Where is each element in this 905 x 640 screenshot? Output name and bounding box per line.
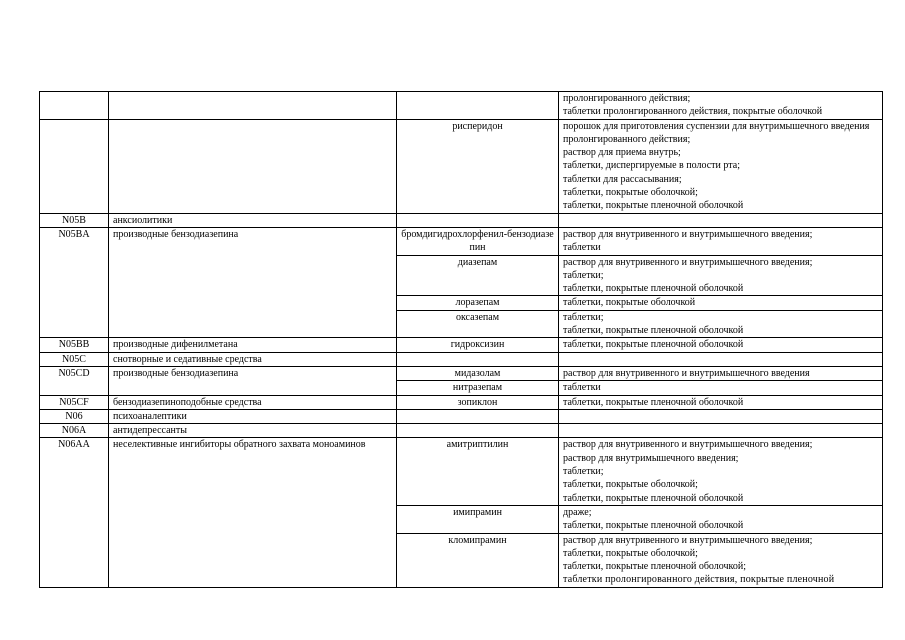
atc-group-cell: анксиолитики <box>109 213 397 227</box>
table-row <box>40 119 883 213</box>
atc-group-cell: антидепрессанты <box>109 424 397 438</box>
dosage-form-line: таблетки, покрытые пленочной оболочкой <box>563 200 744 212</box>
dosage-form-line: раствор для внутривенного и внутримышечного введения; <box>563 228 813 240</box>
dosage-form-line: раствор для внутривенного и внутримышечного введения <box>563 367 810 379</box>
atc-group-cell: производные бензодиазепина <box>109 366 397 395</box>
atc-code-cell: N06AA <box>40 438 109 587</box>
dosage-forms-cell <box>559 310 883 338</box>
atc-group-cell <box>109 92 397 120</box>
dosage-form-line: таблетки, покрытые оболочкой; <box>563 187 698 199</box>
dosage-form-line: порошок для приготовления суспензии для внутримышечного введения пролонгированного действия; <box>563 120 870 145</box>
dosage-forms-cell <box>559 409 883 423</box>
dosage-forms-cell <box>559 213 883 227</box>
dosage-form-line: таблетки; <box>563 269 604 281</box>
atc-code-cell: N05CD <box>40 366 109 395</box>
atc-code-cell: N05CF <box>40 395 109 409</box>
atc-code-cell <box>40 119 109 213</box>
dosage-form-line: таблетки; <box>563 311 604 323</box>
table-row <box>40 338 883 352</box>
atc-group-cell <box>109 438 397 587</box>
table-row <box>40 352 883 366</box>
dosage-forms-cell <box>559 424 883 438</box>
drug-name-cell: диазепам <box>397 255 559 296</box>
dosage-forms-cell <box>559 227 883 255</box>
drug-name-cell <box>397 409 559 423</box>
table-row <box>40 438 883 505</box>
drug-name-cell <box>397 352 559 366</box>
dosage-form-line: таблетки, покрытые оболочкой; <box>563 479 698 491</box>
dosage-form-line: таблетки <box>563 382 601 394</box>
dosage-forms-cell <box>559 438 883 505</box>
dosage-form-line: раствор для внутривенного и внутримышечного введения; <box>563 439 813 451</box>
dosage-form-line: таблетки пролонгированного действия, покрытые пленочной <box>563 574 835 586</box>
dosage-form-line: таблетки <box>563 242 601 254</box>
table-row <box>40 395 883 409</box>
atc-code-cell: N06 <box>40 409 109 423</box>
atc-group-text: неселективные ингибиторы обратного захвата моноаминов <box>113 439 366 451</box>
drug-table <box>39 91 883 588</box>
dosage-form-line: таблетки; <box>563 466 604 478</box>
drug-name-cell: имипрамин <box>397 505 559 533</box>
drug-name-cell: зопиклон <box>397 395 559 409</box>
drug-name-cell: бромдигидрохлорфенил-бензодиазепин <box>397 227 559 255</box>
atc-group-cell <box>109 119 397 213</box>
dosage-form-line: таблетки, покрытые пленочной оболочкой; <box>563 561 747 573</box>
dosage-form-line: таблетки, покрытые пленочной оболочкой <box>563 396 744 408</box>
dosage-form-line: таблетки пролонгированного действия, покрытые оболочкой <box>563 106 823 118</box>
dosage-forms-cell <box>559 352 883 366</box>
drug-name-cell: амитриптилин <box>397 438 559 505</box>
dosage-forms-cell <box>559 533 883 587</box>
table-row <box>40 227 883 255</box>
dosage-form-line: пролонгированного действия; <box>563 93 691 104</box>
dosage-form-line: таблетки, покрытые пленочной оболочкой <box>563 492 744 504</box>
drug-name-cell: гидроксизин <box>397 338 559 352</box>
dosage-forms-cell <box>559 395 883 409</box>
atc-group-cell: психоаналептики <box>109 409 397 423</box>
dosage-form-line: раствор для приема внутрь; <box>563 147 681 159</box>
drug-name-cell: лоразепам <box>397 296 559 310</box>
dosage-form-line: таблетки для рассасывания; <box>563 173 682 185</box>
dosage-form-line: таблетки, покрытые пленочной оболочкой <box>563 325 744 337</box>
atc-code-cell: N06A <box>40 424 109 438</box>
drug-name-cell <box>397 92 559 120</box>
drug-name-cell <box>397 213 559 227</box>
atc-code-cell: N05BA <box>40 227 109 337</box>
dosage-form-line: таблетки, покрытые оболочкой <box>563 297 696 309</box>
drug-name-cell <box>397 424 559 438</box>
atc-code-cell: N05B <box>40 213 109 227</box>
drug-name-cell: мидазолам <box>397 366 559 380</box>
dosage-forms-cell <box>559 255 883 296</box>
table-row <box>40 92 883 120</box>
atc-code-cell: N05BB <box>40 338 109 352</box>
dosage-forms-cell <box>559 338 883 352</box>
dosage-forms-cell <box>559 381 883 395</box>
drug-name-cell: нитразепам <box>397 381 559 395</box>
atc-group-cell: производные бензодиазепина <box>109 227 397 337</box>
dosage-forms-cell <box>559 366 883 380</box>
table-row <box>40 424 883 438</box>
dosage-form-line: раствор для внутривенного и внутримышечного введения; <box>563 256 813 268</box>
atc-code-cell: N05C <box>40 352 109 366</box>
dosage-form-line: таблетки, покрытые пленочной оболочкой <box>563 283 744 295</box>
table-row <box>40 366 883 380</box>
dosage-form-line: драже; <box>563 506 592 518</box>
dosage-form-line: таблетки, покрытые пленочной оболочкой <box>563 520 744 532</box>
dosage-forms-cell <box>559 119 883 213</box>
dosage-form-line: таблетки, покрытые пленочной оболочкой <box>563 339 744 351</box>
table-row <box>40 213 883 227</box>
table-row <box>40 409 883 423</box>
dosage-form-line: таблетки, диспергируемые в полости рта; <box>563 160 740 172</box>
atc-group-cell: бензодиазепиноподобные средства <box>109 395 397 409</box>
drug-name-cell: рисперидон <box>397 119 559 213</box>
drug-name-cell: оксазепам <box>397 310 559 338</box>
dosage-form-line: раствор для внутривенного и внутримышечного введения; <box>563 534 813 546</box>
atc-code-cell <box>40 92 109 120</box>
atc-group-cell: производные дифенилметана <box>109 338 397 352</box>
dosage-forms-cell <box>559 92 883 120</box>
dosage-form-line: раствор для внутримышечного введения; <box>563 452 739 464</box>
drug-name-cell: кломипрамин <box>397 533 559 587</box>
atc-group-cell: снотворные и седативные средства <box>109 352 397 366</box>
dosage-forms-cell <box>559 296 883 310</box>
dosage-form-line: таблетки, покрытые оболочкой; <box>563 547 698 559</box>
dosage-forms-cell <box>559 505 883 533</box>
